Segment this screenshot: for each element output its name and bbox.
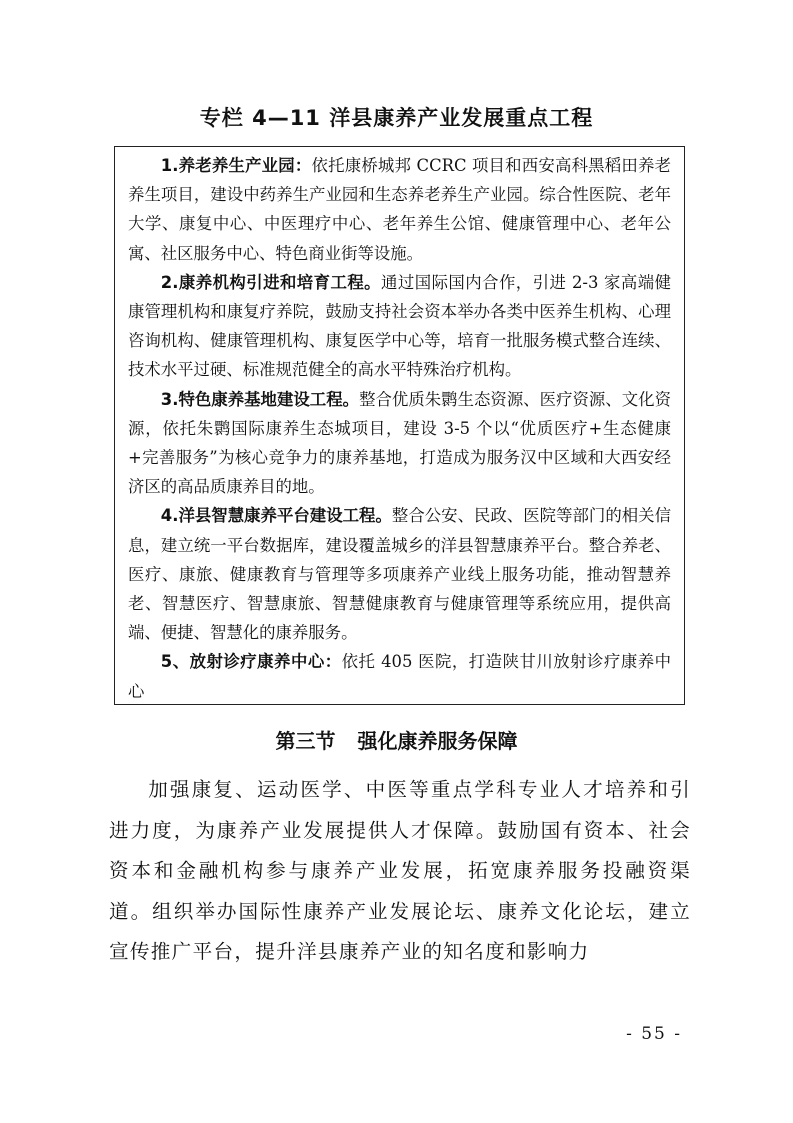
box-item-4-text: 整合公安、民政、医院等部门的相关信息，建立统一平台数据库，建设覆盖城乡的洋县智慧康养平台。整合养老、医疗、康旅、健康教育与管理等多项康养产业线上服务功能，推动智慧养老、智慧医疗、智慧康旅、智慧健康教育与健康管理等系统应用，提供高端、便捷、智慧化的康养服务。	[128, 506, 671, 643]
section-heading	[0, 727, 793, 755]
box-item-2-lead: 2.康养机构引进和培育工程。	[160, 272, 382, 292]
section-title: 强化康养服务保障	[357, 729, 518, 753]
page-number: - 55 -	[626, 1024, 682, 1044]
box-item-1-lead: 1.养老养生产业园：	[160, 156, 312, 175]
box-item-4	[128, 501, 671, 647]
box-item-4-lead: 4.洋县智慧康养平台建设工程。	[160, 506, 392, 526]
box-title: 专栏 4—11 洋县康养产业发展重点工程	[199, 106, 594, 130]
key-projects-box	[114, 146, 685, 705]
box-item-5-lead: 5、放射诊疗康养中心：	[160, 652, 342, 672]
box-item-5	[128, 647, 671, 705]
box-item-3-text: 整合优质朱鹮生态资源、医疗资源、文化资源，依托朱鹮国际康养生态城项目，建设 3-5 个以“优质医疗+生态健康+完善服务”为核心竞争力的康养基地，打造成为服务汉中区域和大西安经济区的高品质康养目的地。	[128, 389, 671, 497]
box-item-3-lead: 3.特色康养基地建设工程。	[160, 389, 360, 409]
body-paragraph: 加强康复、运动医学、中医等重点学科专业人才培养和引进力度，为康养产业发展提供人才保障。鼓励国有资本、社会资本和金融机构参与康养产业发展，拓宽康养服务投融资渠道。组织举办国际性康养产业发展论坛、康养文化论坛，建立宣传推广平台，提升洋县康养产业的知名度和影响力	[109, 778, 691, 963]
box-item-5-text: 依托 405 医院，打造陕甘川放射诊疗康养中心	[128, 652, 671, 701]
section-number: 第三节	[275, 729, 336, 753]
box-item-2-text: 通过国际国内合作，引进 2-3 家高端健康管理机构和康复疗养院，鼓励支持社会资本举办各类中医养生机构、心理咨询机构、健康管理机构、康复医学中心等，培育一批服务模式整合连续、技术水平过硬、标准规范健全的高水平特殊治疗机构。	[128, 272, 671, 380]
box-item-2	[128, 268, 671, 385]
box-item-3	[128, 385, 671, 502]
box-item-1	[128, 151, 671, 268]
box-item-1-text: 依托康桥城邦 CCRC 项目和西安高科黑稻田养老养生项目，建设中药养生产业园和生态养老养生产业园。综合性医院、老年大学、康复中心、中医理疗中心、老年养生公馆、健康管理中心、老年公寓、社区服务中心、特色商业街等设施。	[128, 156, 671, 263]
